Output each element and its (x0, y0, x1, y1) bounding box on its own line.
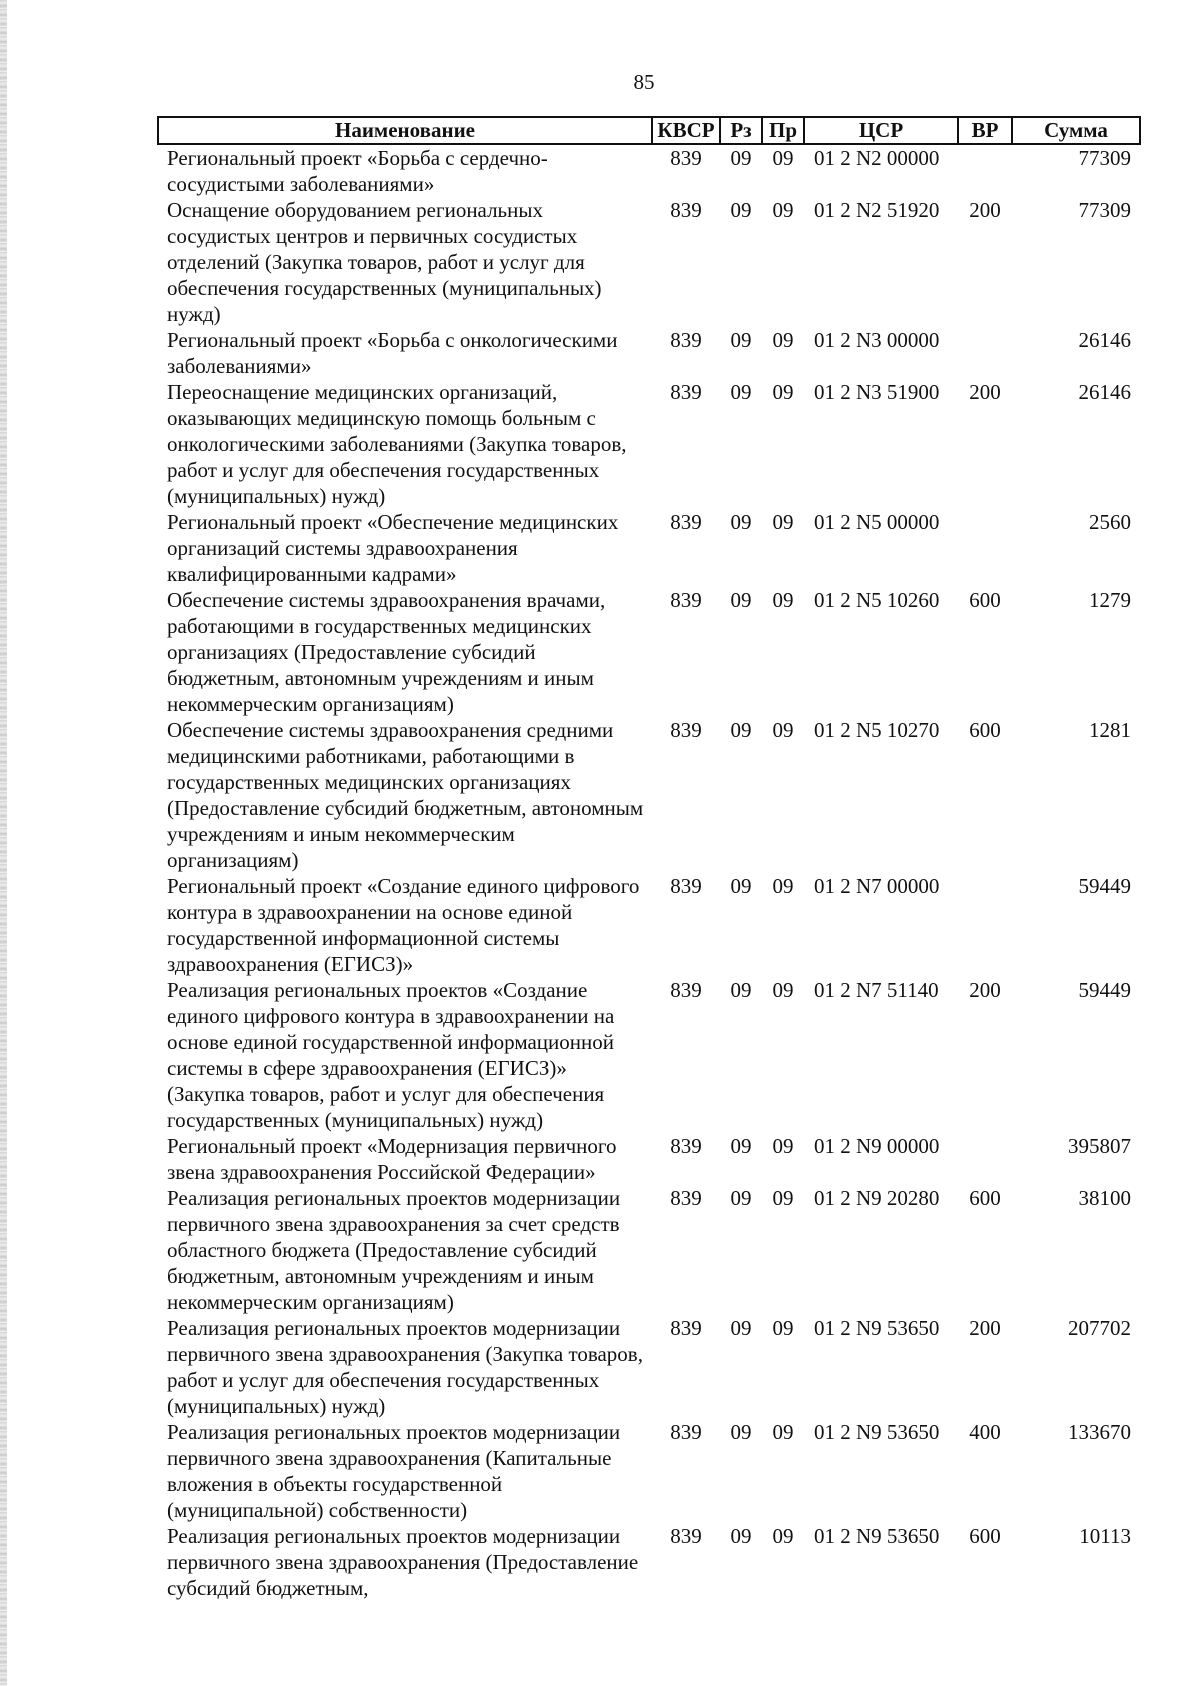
row-vr: 600 (969, 1524, 1001, 1548)
header-vr: ВР (958, 117, 1012, 144)
row-csr: 01 2 N5 10260 (814, 588, 940, 612)
row-pr: 09 (772, 978, 794, 1002)
row-csr: 01 2 N7 51140 (814, 978, 939, 1002)
row-vr (958, 873, 1012, 977)
table-row (158, 587, 1140, 717)
row-name: Переоснащение медицинских организаций, оказывающих медицинскую помощь больным с онкологическими заболеваниями (Закупка товаров, работ и услуг для обеспечения государственных (муниципальных) нужд) (167, 380, 627, 508)
row-sum: 38100 (1078, 1186, 1131, 1210)
row-kvsr: 839 (670, 718, 702, 742)
row-pr: 09 (772, 588, 794, 612)
row-vr: 200 (969, 198, 1001, 222)
row-vr: 200 (969, 978, 1001, 1002)
row-kvsr: 839 (670, 510, 702, 534)
row-vr: 600 (969, 718, 1001, 742)
budget-table (157, 116, 1141, 1601)
header-rz: Рз (720, 117, 762, 144)
row-csr: 01 2 N5 00000 (814, 510, 940, 534)
row-kvsr: 839 (670, 1420, 702, 1444)
row-sum: 10113 (1079, 1524, 1131, 1548)
table-row (158, 327, 1140, 379)
row-pr: 09 (772, 146, 794, 170)
row-name: Реализация региональных проектов модернизации первичного звена здравоохранения (Предоставление субсидий бюджетным, (167, 1524, 639, 1600)
row-rz: 09 (730, 146, 752, 170)
row-sum: 59449 (1078, 978, 1131, 1002)
header-kvsr: КВСР (652, 117, 720, 144)
row-rz: 09 (730, 1186, 752, 1210)
row-name: Региональный проект «Модернизация первичного звена здравоохранения Российской Федерации» (167, 1134, 617, 1184)
row-rz: 09 (730, 978, 752, 1002)
row-sum: 26146 (1078, 380, 1131, 404)
row-pr: 09 (772, 1186, 794, 1210)
row-csr: 01 2 N3 51900 (814, 380, 940, 404)
header-pr: Пр (762, 117, 804, 144)
row-csr: 01 2 N9 00000 (814, 1134, 940, 1158)
row-kvsr: 839 (670, 380, 702, 404)
row-kvsr: 839 (670, 874, 702, 898)
row-pr: 09 (772, 1524, 794, 1548)
row-vr: 400 (969, 1420, 1001, 1444)
table-row (158, 717, 1140, 873)
table-row (158, 873, 1140, 977)
row-pr: 09 (772, 1134, 794, 1158)
row-vr: 200 (969, 380, 1001, 404)
row-name: Обеспечение системы здравоохранения средними медицинскими работниками, работающими в государственных медицинских организациях (Предоставление субсидий бюджетным, автономным учреждениям и иным некоммерческим организациям) (167, 718, 644, 872)
table-row (158, 1133, 1140, 1185)
row-csr: 01 2 N9 53650 (814, 1524, 940, 1548)
row-name: Обеспечение системы здравоохранения врачами, работающими в государственных медицинских организациях (Предоставление субсидий бюджетным, автономным учреждениям и иным некоммерческим организациям) (167, 588, 606, 716)
row-csr: 01 2 N2 51920 (814, 198, 940, 222)
page-number: 85 (633, 70, 655, 94)
row-csr: 01 2 N2 00000 (814, 146, 940, 170)
table-row (158, 509, 1140, 587)
table-row (158, 1315, 1140, 1419)
table-row (158, 1419, 1140, 1523)
table-body (158, 144, 1140, 1601)
row-name: Региональный проект «Создание единого цифрового контура в здравоохранении на основе единой государственной информационной системы здравоохранения (ЕГИСЗ)» (167, 874, 640, 976)
row-sum: 2560 (1089, 510, 1131, 534)
row-rz: 09 (730, 1420, 752, 1444)
row-csr: 01 2 N9 53650 (814, 1316, 940, 1340)
row-rz: 09 (730, 198, 752, 222)
row-name: Реализация региональных проектов модернизации первичного звена здравоохранения за счет средств областного бюджета (Предоставление субсидий бюджетным, автономным учреждениям и иным некоммерческим организациям) (167, 1186, 621, 1314)
row-pr: 09 (772, 198, 794, 222)
table-row (158, 379, 1140, 509)
row-sum: 1279 (1089, 588, 1131, 612)
row-vr: 600 (969, 1186, 1001, 1210)
table-row (158, 1523, 1140, 1601)
row-name: Реализация региональных проектов модернизации первичного звена здравоохранения (Капитальные вложения в объекты государственной (муниципальной) собственности) (167, 1420, 621, 1522)
row-sum: 26146 (1078, 328, 1131, 352)
row-kvsr: 839 (670, 1186, 702, 1210)
row-rz: 09 (730, 1134, 752, 1158)
row-pr: 09 (772, 718, 794, 742)
row-kvsr: 839 (670, 588, 702, 612)
row-name: Оснащение оборудованием региональных сосудистых центров и первичных сосудистых отделений (Закупка товаров, работ и услуг для обеспечения государственных (муниципальных) нужд) (167, 198, 602, 326)
row-pr: 09 (772, 1316, 794, 1340)
row-name: Региональный проект «Борьба с сердечно-сосудистыми заболеваниями» (167, 146, 548, 196)
row-kvsr: 839 (670, 1524, 702, 1548)
row-rz: 09 (730, 380, 752, 404)
row-csr: 01 2 N9 20280 (814, 1186, 940, 1210)
table-header (158, 117, 1140, 144)
table-row (158, 1185, 1140, 1315)
row-sum: 77309 (1078, 146, 1131, 170)
row-pr: 09 (772, 510, 794, 534)
row-rz: 09 (730, 588, 752, 612)
row-vr: 200 (969, 1316, 1001, 1340)
row-pr: 09 (772, 874, 794, 898)
row-sum: 77309 (1078, 198, 1131, 222)
row-sum: 395807 (1068, 1134, 1131, 1158)
row-rz: 09 (730, 510, 752, 534)
row-pr: 09 (772, 328, 794, 352)
scan-edge (0, 0, 7, 1686)
row-name: Региональный проект «Обеспечение медицинских организаций системы здравоохранения квалифицированными кадрами» (167, 510, 619, 586)
table-row (158, 977, 1140, 1133)
row-csr: 01 2 N7 00000 (814, 874, 940, 898)
row-vr: 600 (969, 588, 1001, 612)
row-sum: 59449 (1078, 874, 1131, 898)
row-rz: 09 (730, 328, 752, 352)
header-csr: ЦСР (804, 117, 958, 144)
row-pr: 09 (772, 380, 794, 404)
header-name: Наименование (158, 117, 652, 144)
row-sum: 133670 (1068, 1420, 1131, 1444)
row-kvsr: 839 (670, 1134, 702, 1158)
table-row (158, 144, 1140, 197)
row-csr: 01 2 N3 00000 (814, 328, 940, 352)
row-kvsr: 839 (670, 328, 702, 352)
row-kvsr: 839 (670, 198, 702, 222)
row-rz: 09 (730, 1316, 752, 1340)
header-sum: Сумма (1012, 117, 1140, 144)
row-kvsr: 839 (670, 146, 702, 170)
row-vr (958, 509, 1012, 587)
row-sum: 1281 (1089, 718, 1131, 742)
row-vr (958, 1133, 1012, 1185)
row-pr: 09 (772, 1420, 794, 1444)
row-kvsr: 839 (670, 1316, 702, 1340)
row-rz: 09 (730, 718, 752, 742)
row-rz: 09 (730, 1524, 752, 1548)
row-sum: 207702 (1068, 1316, 1131, 1340)
row-rz: 09 (730, 874, 752, 898)
row-name: Реализация региональных проектов «Создание единого цифрового контура в здравоохранении на основе единой государственной информационной системы в сфере здравоохранения (ЕГИСЗ)» (Закупка товаров, работ и услуг для обеспечения государственных (муниципальных) нужд) (167, 978, 615, 1132)
row-name: Реализация региональных проектов модернизации первичного звена здравоохранения (Закупка товаров, работ и услуг для обеспечения государственных (муниципальных) нужд) (167, 1316, 643, 1418)
row-vr (958, 144, 1012, 197)
row-name: Региональный проект «Борьба с онкологическими заболеваниями» (167, 328, 618, 378)
row-csr: 01 2 N9 53650 (814, 1420, 940, 1444)
row-csr: 01 2 N5 10270 (814, 718, 940, 742)
table-row (158, 197, 1140, 327)
row-vr (958, 327, 1012, 379)
row-kvsr: 839 (670, 978, 702, 1002)
